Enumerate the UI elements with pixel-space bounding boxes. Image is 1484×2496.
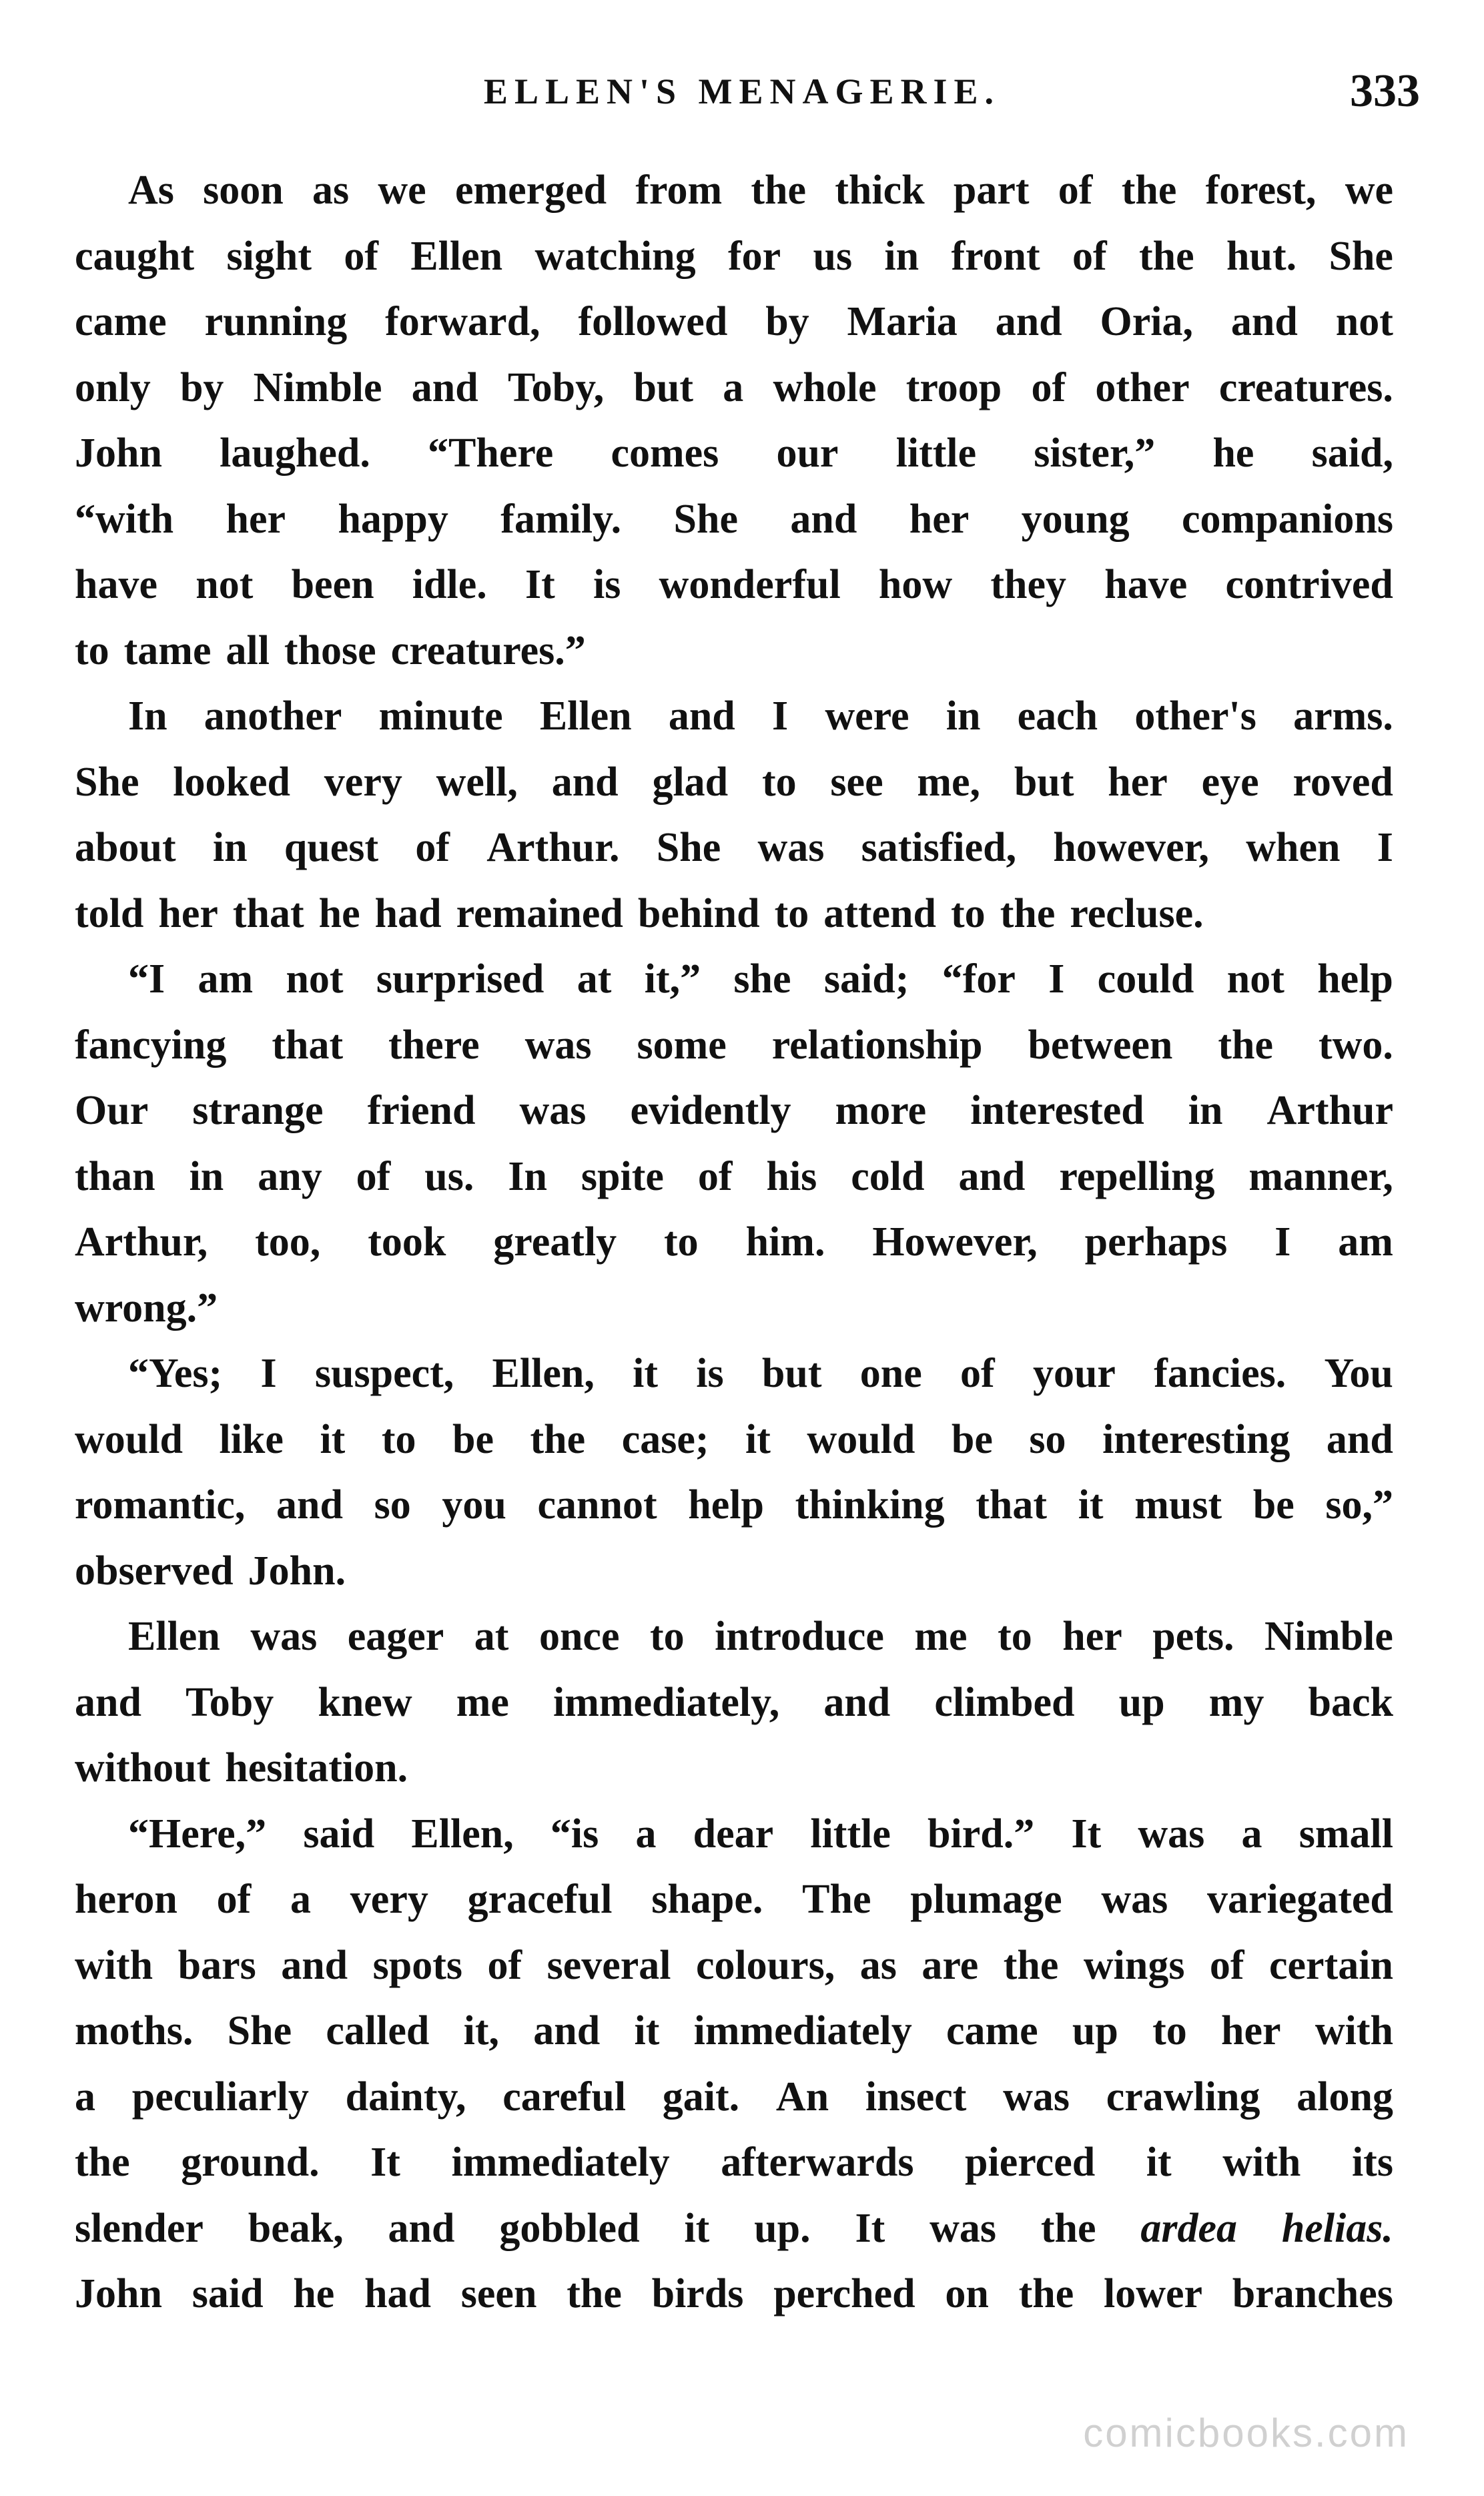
text-line: than in any of us. In spite of his cold and repelling manner, <box>75 1153 1393 1199</box>
text-line: Arthur, too, took greatly to him. However, perhaps I am <box>75 1219 1393 1265</box>
text-line: about in quest of Arthur. She was satisfied, however, when I <box>75 825 1393 870</box>
text-line: John laughed. “There comes our little sister,” he said, <box>75 430 1393 476</box>
text-line: As soon as we emerged from the thick part of the forest, we <box>128 168 1393 213</box>
running-title: ELLEN'S MENAGERIE. <box>483 71 1001 111</box>
body-text <box>75 158 1393 2327</box>
paragraph <box>75 946 1393 1341</box>
text-line: have not been idle. It is wonderful how they have contrived <box>75 562 1393 607</box>
text-line: Our strange friend was evidently more interested in Arthur <box>75 1088 1393 1133</box>
paragraph <box>75 683 1393 946</box>
watermark: comicbooks.com <box>1083 2411 1409 2455</box>
page-number: 333 <box>1350 65 1420 117</box>
text-line: the ground. It immediately afterwards pierced it with its <box>75 2140 1393 2185</box>
text-line: a peculiarly dainty, careful gait. An insect was crawling along <box>75 2074 1393 2120</box>
text-line: and Toby knew me immediately, and climbed up my back <box>75 1679 1393 1725</box>
text-line: She looked very well, and glad to see me, but her eye roved <box>75 759 1393 805</box>
text-line: Ellen was eager at once to introduce me to her pets. Nimble <box>128 1614 1393 1659</box>
running-head <box>0 61 1484 121</box>
text-line: only by Nimble and Toby, but a whole troop of other creatures. <box>75 364 1393 410</box>
text-line: “Here,” said Ellen, “is a dear little bird.” It was a small <box>128 1811 1393 1857</box>
text-line: moths. She called it, and it immediately came up to her with <box>75 2008 1393 2054</box>
paragraph <box>75 1341 1393 1604</box>
text-line: “Yes; I suspect, Ellen, it is but one of your fancies. You <box>128 1351 1393 1396</box>
text-line: without hesitation. <box>75 1745 408 1791</box>
text-line: “with her happy family. She and her young companions <box>75 496 1393 542</box>
text-line: with bars and spots of several colours, as are the wings of certain <box>75 1942 1393 1988</box>
text-line: In another minute Ellen and I were in each other's arms. <box>128 693 1393 739</box>
text-line: wrong.” <box>75 1285 218 1331</box>
text-line: John said he had seen the birds perched on the lower branches <box>75 2271 1393 2316</box>
text-line: would like it to be the case; it would be so interesting and <box>75 1416 1393 1462</box>
paragraph <box>75 1801 1393 2327</box>
text-line: observed John. <box>75 1548 346 1594</box>
text-line: to tame all those creatures.” <box>75 627 586 673</box>
text-line: “I am not surprised at it,” she said; “for I could not help <box>128 956 1393 1002</box>
text-line: slender beak, and gobbled it up. It was the ardea helias. <box>75 2205 1393 2251</box>
text-line: caught sight of Ellen watching for us in front of the hut. She <box>75 233 1393 279</box>
text-line: romantic, and so you cannot help thinking that it must be so,” <box>75 1482 1393 1528</box>
text-line: told her that he had remained behind to attend to the recluse. <box>75 890 1204 936</box>
paragraph <box>75 158 1393 683</box>
text-line: came running forward, followed by Maria and Oria, and not <box>75 299 1393 344</box>
paragraph <box>75 1604 1393 1801</box>
text-line: heron of a very graceful shape. The plumage was variegated <box>75 1877 1393 1922</box>
text-line: fancying that there was some relationship between the two. <box>75 1022 1393 1068</box>
